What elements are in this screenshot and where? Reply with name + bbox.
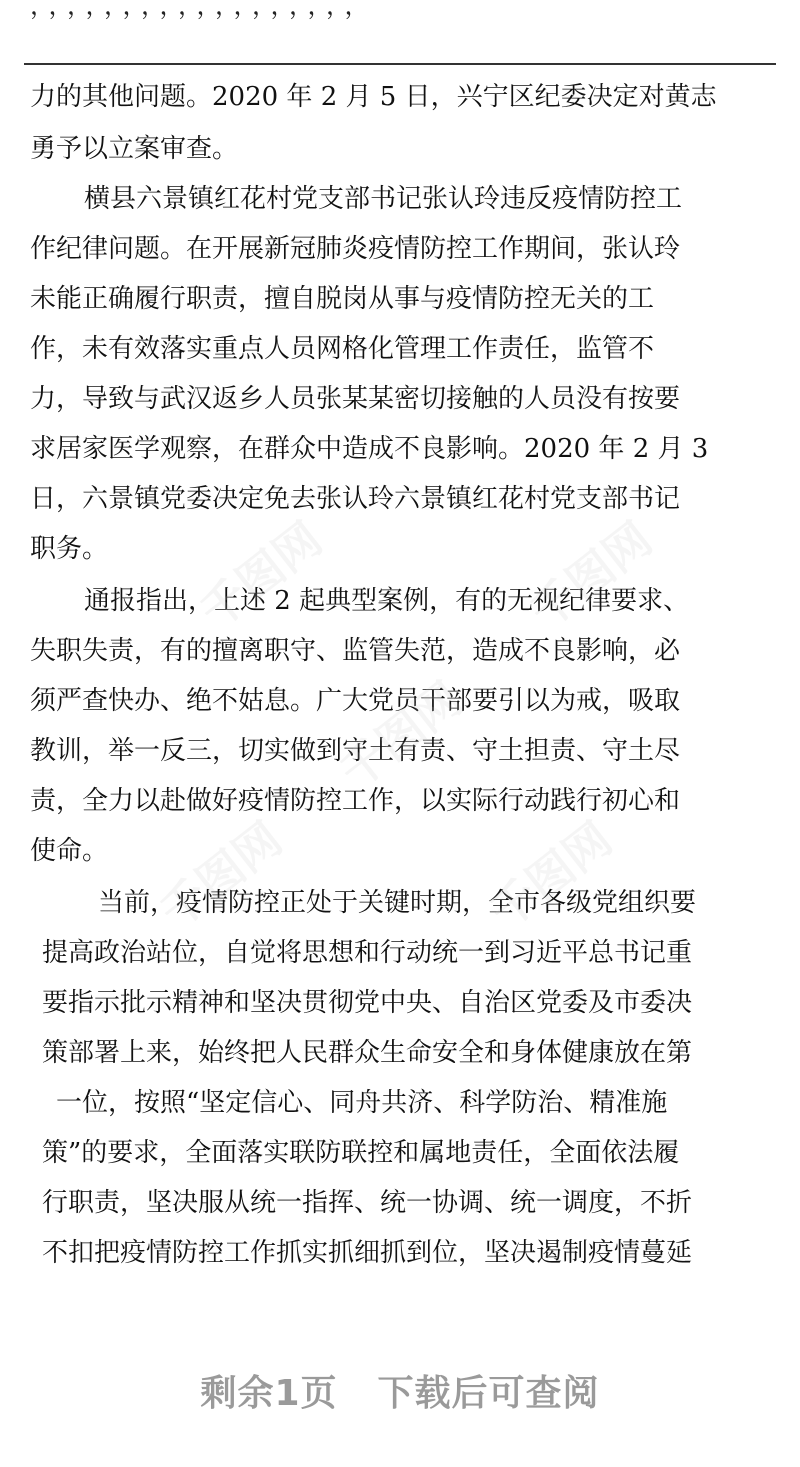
text-line: 作，未有效落实重点人员网格化管理工作责任，监管不	[30, 334, 655, 364]
text-line: 勇予以立案审查。	[30, 134, 239, 164]
text-line: 行职责，坚决服从统一指挥、统一协调、统一调度，不折	[42, 1188, 693, 1218]
text-line: 失职失责，有的擅离职守、监管失范，造成不良影响，必	[30, 636, 681, 666]
download-prompt[interactable]	[0, 1365, 800, 1416]
watermark: 千图网	[329, 671, 472, 800]
top-cut-text: ，，，，，，，，，，，，，，，，，，	[30, 0, 376, 20]
header-rule	[24, 63, 776, 65]
text-line: 通报指出，上述 2 起典型案例，有的无视纪律要求、	[84, 586, 690, 616]
watermark: 千图网	[189, 511, 332, 640]
text-line: 须严查快办、绝不姑息。广大党员干部要引以为戒，吸取	[30, 686, 681, 716]
text-line: 未能正确履行职责，擅自脱岗从事与疫情防控无关的工	[30, 284, 655, 314]
watermark: 千图网	[479, 811, 622, 940]
text-line: 求居家医学观察，在群众中造成不良影响。2020 年 2 月 3	[30, 434, 709, 464]
text-line: 要指示批示精神和坚决贯彻党中央、自治区党委及市委决	[42, 988, 693, 1018]
text-line: 力的其他问题。2020 年 2 月 5 日，兴宁区纪委决定对黄志	[30, 82, 717, 112]
watermark: 千图网	[519, 511, 662, 640]
text-line: 当前，疫情防控正处于关键时期，全市各级党组织要	[98, 888, 697, 918]
text-line: 一位，按照“坚定信心、同舟共济、科学防治、精准施	[56, 1088, 668, 1118]
text-line: 日，六景镇党委决定免去张认玲六景镇红花村党支部书记	[30, 484, 681, 514]
text-line: 策”的要求，全面落实联防联控和属地责任，全面依法履	[42, 1138, 680, 1168]
download-to-view-label: 下载后可查阅	[377, 1373, 600, 1414]
text-line: 横县六景镇红花村党支部书记张认玲违反疫情防控工	[84, 184, 683, 214]
remaining-pages-label: 剩余1页	[200, 1373, 338, 1414]
watermark: 千图网	[149, 811, 292, 940]
text-line: 力，导致与武汉返乡人员张某某密切接触的人员没有按要	[30, 384, 681, 414]
top-cut-text-strip	[0, 0, 800, 20]
text-line: 提高政治站位，自觉将思想和行动统一到习近平总书记重	[42, 938, 693, 968]
text-line: 不扣把疫情防控工作抓实抓细抓到位，坚决遏制疫情蔓延	[42, 1238, 693, 1268]
text-line: 策部署上来，始终把人民群众生命安全和身体健康放在第	[42, 1038, 693, 1068]
text-line: 职务。	[30, 534, 109, 564]
text-line: 责，全力以赴做好疫情防控工作，以实际行动践行初心和	[30, 786, 681, 816]
text-line: 使命。	[30, 836, 109, 866]
text-line: 作纪律问题。在开展新冠肺炎疫情防控工作期间，张认玲	[30, 234, 681, 264]
text-line: 教训，举一反三，切实做到守土有责、守土担责、守土尽	[30, 736, 681, 766]
